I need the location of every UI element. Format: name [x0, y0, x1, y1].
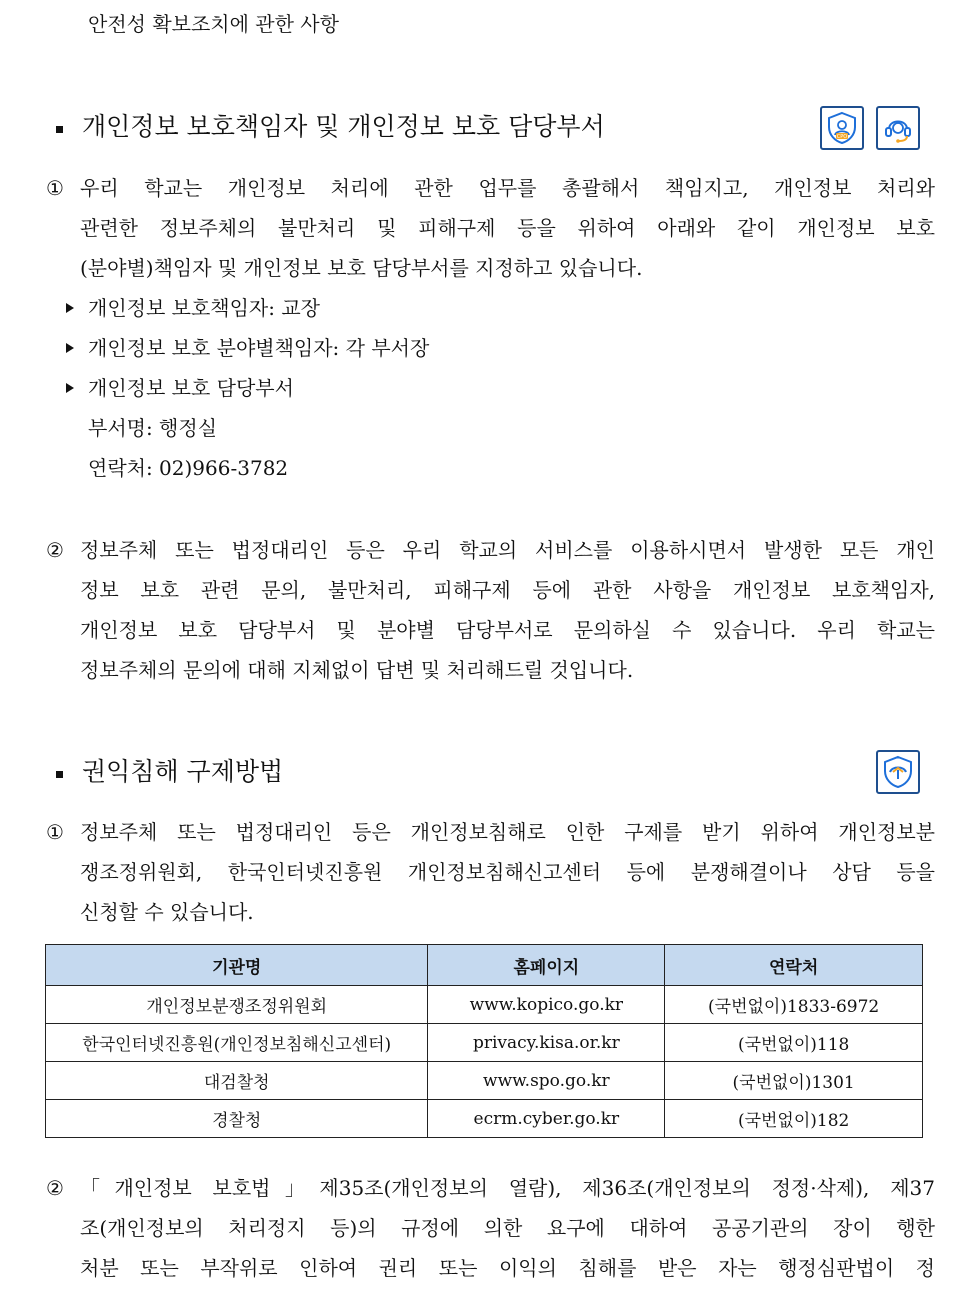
cpo-shield-icon [820, 106, 864, 150]
section-title-remedy: 권익침해 구제방법 [82, 757, 284, 786]
bullet-item: 개인정보 보호 분야별책임자: 각 부서장 [88, 336, 430, 360]
agency-cell: 경찰청 [46, 1100, 428, 1138]
paragraph-marker: ① [46, 820, 64, 844]
table-row [46, 1062, 923, 1100]
column-header-agency: 기관명 [46, 945, 428, 986]
homepage-cell[interactable]: www.spo.go.kr [428, 1062, 665, 1100]
agency-cell: 한국인터넷진흥원(개인정보침해신고센터) [46, 1024, 428, 1062]
paragraph-line: 쟁조정위원회, 한국인터넷진흥원 개인정보침해신고센터 등에 분쟁해결이나 상담 등을 [80, 860, 935, 884]
section-heading-safety: 안전성 확보조치에 관한 사항 [88, 12, 339, 36]
paragraph-line: 개인정보 보호 담당부서 및 분야별 담당부서로 문의하실 수 있습니다. 우리 학교는 [80, 618, 935, 642]
paragraph-line: 조(개인정보의 처리정지 등)의 규정에 의한 요구에 대하여 공공기관의 장이 행한 [80, 1216, 935, 1240]
homepage-cell[interactable]: www.kopico.go.kr [428, 986, 665, 1024]
paragraph-marker: ① [46, 176, 64, 200]
bullet-triangle [66, 303, 74, 313]
homepage-cell[interactable]: privacy.kisa.or.kr [428, 1024, 665, 1062]
column-header-contact: 연락처 [665, 945, 923, 986]
agency-cell: 개인정보분쟁조정위원회 [46, 986, 428, 1024]
paragraph-line: (분야별)책임자 및 개인정보 보호 담당부서를 지정하고 있습니다. [80, 256, 643, 280]
remedy-agency-table [45, 944, 923, 1138]
table-row [46, 986, 923, 1024]
department-name: 부서명: 행정실 [88, 416, 218, 440]
section-bullet [56, 771, 63, 778]
shield-remedy-icon [876, 750, 920, 794]
bullet-item: 개인정보 보호책임자: 교장 [88, 296, 320, 320]
section-title-privacy-officer: 개인정보 보호책임자 및 개인정보 보호 담당부서 [82, 112, 605, 141]
paragraph-line: 정보 보호 관련 문의, 불만처리, 피해구제 등에 관한 사항을 개인정보 보호책임자, [80, 578, 935, 602]
bullet-item: 개인정보 보호 담당부서 [88, 376, 294, 400]
paragraph-marker: ② [46, 1176, 64, 1200]
paragraph-marker: ② [46, 538, 64, 562]
table-header-row [46, 945, 923, 986]
headset-support-icon [876, 106, 920, 150]
paragraph-line: 정보주체의 문의에 대해 지체없이 답변 및 처리해드릴 것입니다. [80, 658, 634, 682]
contact-cell: (국번없이)182 [665, 1100, 923, 1138]
contact-cell: (국번없이)1833-6972 [665, 986, 923, 1024]
paragraph-line: 우리 학교는 개인정보 처리에 관한 업무를 총괄해서 책임지고, 개인정보 처리와 [80, 176, 935, 200]
bullet-triangle [66, 383, 74, 393]
table-row [46, 1100, 923, 1138]
section-bullet [56, 126, 63, 133]
contact-cell: (국번없이)1301 [665, 1062, 923, 1100]
homepage-cell[interactable]: ecrm.cyber.go.kr [428, 1100, 665, 1138]
paragraph-line: 「개인정보 보호법」제35조(개인정보의 열람), 제36조(개인정보의 정정·삭제), 제37 [80, 1176, 935, 1200]
paragraph-line: 정보주체 또는 법정대리인 등은 개인정보침해로 인한 구제를 받기 위하여 개인정보분 [80, 820, 935, 844]
table-row [46, 1024, 923, 1062]
paragraph-line: 정보주체 또는 법정대리인 등은 우리 학교의 서비스를 이용하시면서 발생한 모든 개인 [80, 538, 935, 562]
department-contact: 연락처: 02)966-3782 [88, 456, 289, 480]
agency-cell: 대검찰청 [46, 1062, 428, 1100]
paragraph-line: 관련한 정보주체의 불만처리 및 피해구제 등을 위하여 아래와 같이 개인정보 보호 [80, 216, 935, 240]
paragraph-line: 처분 또는 부작위로 인하여 권리 또는 이익의 침해를 받은 자는 행정심판법이 정 [80, 1256, 935, 1280]
column-header-homepage: 홈페이지 [428, 945, 665, 986]
cpo-label: CPO [836, 134, 848, 140]
paragraph-line: 신청할 수 있습니다. [80, 900, 254, 924]
bullet-triangle [66, 343, 74, 353]
contact-cell: (국번없이)118 [665, 1024, 923, 1062]
